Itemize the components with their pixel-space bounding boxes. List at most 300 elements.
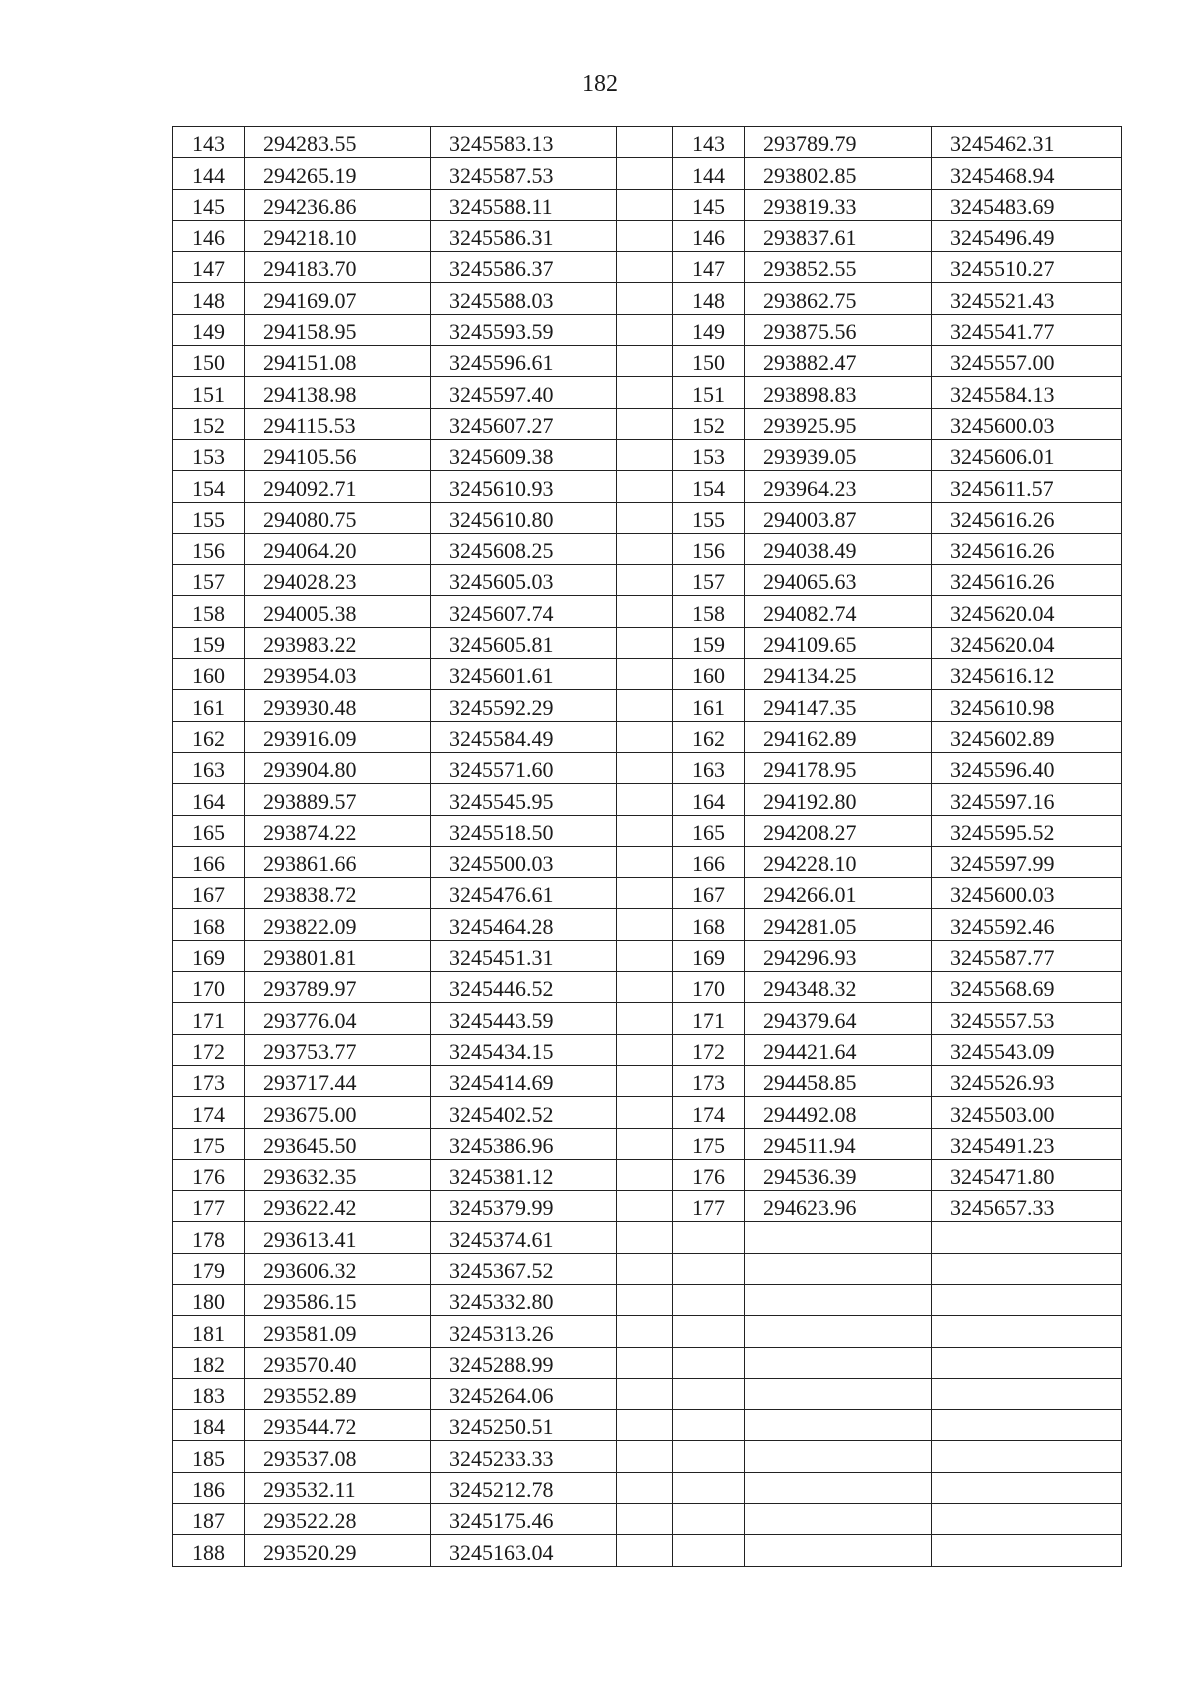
left-x-coordinate-cell: 293606.32 [245,1253,431,1284]
right-x-coordinate-cell: 293898.83 [745,377,932,408]
left-point-number-cell: 148 [173,283,245,314]
table-row [173,408,1122,439]
left-y-coordinate-cell: 3245381.12 [431,1159,617,1190]
left-y-coordinate-cell: 3245571.60 [431,752,617,783]
left-point-number-cell: 177 [173,1191,245,1222]
left-y-coordinate-cell: 3245175.46 [431,1504,617,1535]
left-y-coordinate-cell: 3245451.31 [431,940,617,971]
separator-cell [617,752,673,783]
right-y-coordinate-cell: 3245526.93 [932,1065,1122,1096]
right-x-coordinate-cell [745,1472,932,1503]
left-x-coordinate-cell: 293983.22 [245,627,431,658]
right-y-coordinate-cell: 3245600.03 [932,878,1122,909]
left-point-number-cell: 178 [173,1222,245,1253]
left-point-number-cell: 144 [173,158,245,189]
right-x-coordinate-cell: 293882.47 [745,346,932,377]
separator-cell [617,721,673,752]
right-y-coordinate-cell [932,1504,1122,1535]
separator-cell [617,878,673,909]
left-y-coordinate-cell: 3245374.61 [431,1222,617,1253]
separator-cell [617,784,673,815]
right-point-number-cell [673,1347,745,1378]
right-x-coordinate-cell: 294348.32 [745,972,932,1003]
separator-cell [617,502,673,533]
left-x-coordinate-cell: 294092.71 [245,471,431,502]
left-x-coordinate-cell: 293581.09 [245,1316,431,1347]
separator-cell [617,158,673,189]
table-row [173,1284,1122,1315]
table-row [173,815,1122,846]
right-point-number-cell: 167 [673,878,745,909]
left-x-coordinate-cell: 294105.56 [245,439,431,470]
right-point-number-cell [673,1535,745,1566]
right-y-coordinate-cell [932,1472,1122,1503]
left-x-coordinate-cell: 293861.66 [245,846,431,877]
table-row [173,1128,1122,1159]
left-y-coordinate-cell: 3245607.27 [431,408,617,439]
right-y-coordinate-cell: 3245592.46 [932,909,1122,940]
left-y-coordinate-cell: 3245476.61 [431,878,617,909]
right-point-number-cell: 158 [673,596,745,627]
left-y-coordinate-cell: 3245313.26 [431,1316,617,1347]
left-y-coordinate-cell: 3245233.33 [431,1441,617,1472]
left-x-coordinate-cell: 294151.08 [245,346,431,377]
right-point-number-cell: 157 [673,565,745,596]
left-y-coordinate-cell: 3245414.69 [431,1065,617,1096]
right-y-coordinate-cell: 3245468.94 [932,158,1122,189]
separator-cell [617,1284,673,1315]
right-point-number-cell: 145 [673,189,745,220]
right-point-number-cell: 160 [673,659,745,690]
right-x-coordinate-cell: 293925.95 [745,408,932,439]
left-point-number-cell: 143 [173,127,245,158]
right-y-coordinate-cell: 3245543.09 [932,1034,1122,1065]
left-y-coordinate-cell: 3245584.49 [431,721,617,752]
left-x-coordinate-cell: 293622.42 [245,1191,431,1222]
right-y-coordinate-cell: 3245491.23 [932,1128,1122,1159]
table-row [173,1159,1122,1190]
left-y-coordinate-cell: 3245402.52 [431,1097,617,1128]
left-x-coordinate-cell: 293904.80 [245,752,431,783]
right-y-coordinate-cell: 3245620.04 [932,596,1122,627]
right-y-coordinate-cell: 3245610.98 [932,690,1122,721]
separator-cell [617,1441,673,1472]
left-y-coordinate-cell: 3245605.81 [431,627,617,658]
table-row [173,1378,1122,1409]
right-y-coordinate-cell: 3245616.26 [932,565,1122,596]
right-x-coordinate-cell: 293875.56 [745,314,932,345]
left-x-coordinate-cell: 294218.10 [245,220,431,251]
table-row [173,439,1122,470]
right-y-coordinate-cell: 3245557.00 [932,346,1122,377]
right-y-coordinate-cell: 3245471.80 [932,1159,1122,1190]
separator-cell [617,1191,673,1222]
right-x-coordinate-cell: 294147.35 [745,690,932,721]
right-y-coordinate-cell: 3245568.69 [932,972,1122,1003]
left-point-number-cell: 186 [173,1472,245,1503]
left-point-number-cell: 165 [173,815,245,846]
left-x-coordinate-cell: 293776.04 [245,1003,431,1034]
right-y-coordinate-cell: 3245602.89 [932,721,1122,752]
right-point-number-cell: 152 [673,408,745,439]
left-y-coordinate-cell: 3245608.25 [431,533,617,564]
left-x-coordinate-cell: 293954.03 [245,659,431,690]
right-x-coordinate-cell [745,1441,932,1472]
right-point-number-cell [673,1504,745,1535]
left-point-number-cell: 171 [173,1003,245,1034]
left-x-coordinate-cell: 293613.41 [245,1222,431,1253]
separator-cell [617,909,673,940]
right-x-coordinate-cell [745,1253,932,1284]
left-x-coordinate-cell: 294005.38 [245,596,431,627]
left-y-coordinate-cell: 3245212.78 [431,1472,617,1503]
left-x-coordinate-cell: 294028.23 [245,565,431,596]
left-point-number-cell: 154 [173,471,245,502]
right-point-number-cell: 150 [673,346,745,377]
separator-cell [617,1159,673,1190]
right-x-coordinate-cell: 294082.74 [745,596,932,627]
left-point-number-cell: 185 [173,1441,245,1472]
right-x-coordinate-cell [745,1410,932,1441]
table-row [173,1347,1122,1378]
left-y-coordinate-cell: 3245250.51 [431,1410,617,1441]
table-row [173,127,1122,158]
left-x-coordinate-cell: 293930.48 [245,690,431,721]
left-x-coordinate-cell: 294138.98 [245,377,431,408]
right-y-coordinate-cell: 3245496.49 [932,220,1122,251]
left-y-coordinate-cell: 3245264.06 [431,1378,617,1409]
right-point-number-cell [673,1253,745,1284]
table-row [173,1316,1122,1347]
left-y-coordinate-cell: 3245332.80 [431,1284,617,1315]
right-y-coordinate-cell: 3245600.03 [932,408,1122,439]
right-y-coordinate-cell [932,1378,1122,1409]
separator-cell [617,1097,673,1128]
left-x-coordinate-cell: 294183.70 [245,252,431,283]
right-y-coordinate-cell [932,1347,1122,1378]
right-point-number-cell: 163 [673,752,745,783]
page-number: 182 [582,71,618,97]
left-x-coordinate-cell: 293570.40 [245,1347,431,1378]
table-row [173,690,1122,721]
separator-cell [617,283,673,314]
right-point-number-cell [673,1472,745,1503]
separator-cell [617,846,673,877]
table-row [173,533,1122,564]
table-row [173,659,1122,690]
separator-cell [617,1253,673,1284]
left-x-coordinate-cell: 293537.08 [245,1441,431,1472]
separator-cell [617,471,673,502]
right-point-number-cell [673,1441,745,1472]
left-point-number-cell: 180 [173,1284,245,1315]
table-row [173,314,1122,345]
left-x-coordinate-cell: 293522.28 [245,1504,431,1535]
separator-cell [617,940,673,971]
right-point-number-cell: 144 [673,158,745,189]
table-row [173,1472,1122,1503]
left-point-number-cell: 153 [173,439,245,470]
separator-cell [617,127,673,158]
left-x-coordinate-cell: 293586.15 [245,1284,431,1315]
left-x-coordinate-cell: 293632.35 [245,1159,431,1190]
right-y-coordinate-cell: 3245611.57 [932,471,1122,502]
left-x-coordinate-cell: 294064.20 [245,533,431,564]
right-x-coordinate-cell: 294296.93 [745,940,932,971]
left-y-coordinate-cell: 3245443.59 [431,1003,617,1034]
right-point-number-cell: 176 [673,1159,745,1190]
right-point-number-cell: 166 [673,846,745,877]
right-x-coordinate-cell: 293819.33 [745,189,932,220]
left-x-coordinate-cell: 293838.72 [245,878,431,909]
left-point-number-cell: 188 [173,1535,245,1566]
left-y-coordinate-cell: 3245593.59 [431,314,617,345]
right-point-number-cell: 156 [673,533,745,564]
right-y-coordinate-cell: 3245541.77 [932,314,1122,345]
left-y-coordinate-cell: 3245588.03 [431,283,617,314]
left-x-coordinate-cell: 294169.07 [245,283,431,314]
left-point-number-cell: 184 [173,1410,245,1441]
left-x-coordinate-cell: 294158.95 [245,314,431,345]
right-point-number-cell: 165 [673,815,745,846]
right-x-coordinate-cell: 294623.96 [745,1191,932,1222]
right-point-number-cell: 169 [673,940,745,971]
left-x-coordinate-cell: 293532.11 [245,1472,431,1503]
right-point-number-cell: 161 [673,690,745,721]
right-x-coordinate-cell: 294134.25 [745,659,932,690]
left-y-coordinate-cell: 3245379.99 [431,1191,617,1222]
right-x-coordinate-cell: 294162.89 [745,721,932,752]
left-x-coordinate-cell: 293645.50 [245,1128,431,1159]
left-x-coordinate-cell: 293916.09 [245,721,431,752]
right-x-coordinate-cell: 294421.64 [745,1034,932,1065]
right-y-coordinate-cell [932,1316,1122,1347]
table-row [173,158,1122,189]
separator-cell [617,565,673,596]
right-x-coordinate-cell: 293939.05 [745,439,932,470]
right-y-coordinate-cell: 3245606.01 [932,439,1122,470]
right-point-number-cell: 159 [673,627,745,658]
separator-cell [617,596,673,627]
right-point-number-cell: 174 [673,1097,745,1128]
right-x-coordinate-cell: 294536.39 [745,1159,932,1190]
right-x-coordinate-cell [745,1347,932,1378]
left-point-number-cell: 166 [173,846,245,877]
right-x-coordinate-cell: 293837.61 [745,220,932,251]
left-point-number-cell: 179 [173,1253,245,1284]
left-y-coordinate-cell: 3245288.99 [431,1347,617,1378]
left-y-coordinate-cell: 3245386.96 [431,1128,617,1159]
left-y-coordinate-cell: 3245587.53 [431,158,617,189]
separator-cell [617,346,673,377]
table-row [173,220,1122,251]
left-x-coordinate-cell: 293822.09 [245,909,431,940]
table-row [173,471,1122,502]
left-x-coordinate-cell: 294236.86 [245,189,431,220]
right-y-coordinate-cell: 3245503.00 [932,1097,1122,1128]
left-y-coordinate-cell: 3245500.03 [431,846,617,877]
right-x-coordinate-cell: 294109.65 [745,627,932,658]
right-point-number-cell: 168 [673,909,745,940]
coordinates-table [172,126,1122,1567]
left-point-number-cell: 169 [173,940,245,971]
right-point-number-cell [673,1222,745,1253]
right-x-coordinate-cell: 294003.87 [745,502,932,533]
table-row [173,627,1122,658]
left-y-coordinate-cell: 3245446.52 [431,972,617,1003]
table-row [173,1034,1122,1065]
right-x-coordinate-cell: 294208.27 [745,815,932,846]
left-y-coordinate-cell: 3245588.11 [431,189,617,220]
left-x-coordinate-cell: 294265.19 [245,158,431,189]
table-row [173,565,1122,596]
right-y-coordinate-cell: 3245557.53 [932,1003,1122,1034]
separator-cell [617,439,673,470]
right-y-coordinate-cell: 3245510.27 [932,252,1122,283]
left-x-coordinate-cell: 293874.22 [245,815,431,846]
separator-cell [617,1003,673,1034]
right-x-coordinate-cell: 294379.64 [745,1003,932,1034]
separator-cell [617,1065,673,1096]
left-point-number-cell: 157 [173,565,245,596]
left-y-coordinate-cell: 3245518.50 [431,815,617,846]
table-row [173,1253,1122,1284]
separator-cell [617,1504,673,1535]
right-x-coordinate-cell: 294065.63 [745,565,932,596]
right-y-coordinate-cell [932,1253,1122,1284]
left-point-number-cell: 164 [173,784,245,815]
right-x-coordinate-cell: 294038.49 [745,533,932,564]
left-point-number-cell: 163 [173,752,245,783]
left-point-number-cell: 156 [173,533,245,564]
separator-cell [617,659,673,690]
table-row [173,1504,1122,1535]
right-y-coordinate-cell: 3245657.33 [932,1191,1122,1222]
table-row [173,940,1122,971]
right-y-coordinate-cell: 3245521.43 [932,283,1122,314]
separator-cell [617,1410,673,1441]
left-x-coordinate-cell: 293801.81 [245,940,431,971]
left-y-coordinate-cell: 3245583.13 [431,127,617,158]
left-y-coordinate-cell: 3245434.15 [431,1034,617,1065]
left-point-number-cell: 159 [173,627,245,658]
left-y-coordinate-cell: 3245610.80 [431,502,617,533]
right-x-coordinate-cell [745,1378,932,1409]
right-x-coordinate-cell: 293789.79 [745,127,932,158]
right-point-number-cell: 146 [673,220,745,251]
right-x-coordinate-cell: 294266.01 [745,878,932,909]
right-x-coordinate-cell: 294511.94 [745,1128,932,1159]
left-x-coordinate-cell: 294080.75 [245,502,431,533]
right-x-coordinate-cell: 294192.80 [745,784,932,815]
right-point-number-cell: 175 [673,1128,745,1159]
right-y-coordinate-cell [932,1535,1122,1566]
separator-cell [617,408,673,439]
right-point-number-cell [673,1316,745,1347]
left-y-coordinate-cell: 3245610.93 [431,471,617,502]
right-x-coordinate-cell: 293862.75 [745,283,932,314]
right-point-number-cell: 143 [673,127,745,158]
right-y-coordinate-cell [932,1284,1122,1315]
left-point-number-cell: 161 [173,690,245,721]
right-y-coordinate-cell: 3245595.52 [932,815,1122,846]
right-x-coordinate-cell [745,1222,932,1253]
left-point-number-cell: 176 [173,1159,245,1190]
left-y-coordinate-cell: 3245592.29 [431,690,617,721]
left-x-coordinate-cell: 293675.00 [245,1097,431,1128]
table-row [173,972,1122,1003]
left-x-coordinate-cell: 293753.77 [245,1034,431,1065]
right-y-coordinate-cell: 3245462.31 [932,127,1122,158]
right-y-coordinate-cell: 3245587.77 [932,940,1122,971]
separator-cell [617,1535,673,1566]
right-y-coordinate-cell: 3245597.16 [932,784,1122,815]
table-row [173,1097,1122,1128]
table-row [173,189,1122,220]
left-y-coordinate-cell: 3245601.61 [431,659,617,690]
right-point-number-cell: 149 [673,314,745,345]
separator-cell [617,815,673,846]
separator-cell [617,1128,673,1159]
right-x-coordinate-cell: 294281.05 [745,909,932,940]
right-point-number-cell: 162 [673,721,745,752]
table-row [173,1441,1122,1472]
right-x-coordinate-cell: 294458.85 [745,1065,932,1096]
left-x-coordinate-cell: 293552.89 [245,1378,431,1409]
table-row [173,784,1122,815]
table-row [173,377,1122,408]
table-row [173,1410,1122,1441]
left-point-number-cell: 151 [173,377,245,408]
left-point-number-cell: 175 [173,1128,245,1159]
separator-cell [617,1347,673,1378]
left-x-coordinate-cell: 293889.57 [245,784,431,815]
left-point-number-cell: 145 [173,189,245,220]
left-point-number-cell: 187 [173,1504,245,1535]
table-row [173,752,1122,783]
left-y-coordinate-cell: 3245163.04 [431,1535,617,1566]
right-y-coordinate-cell: 3245597.99 [932,846,1122,877]
right-point-number-cell: 164 [673,784,745,815]
separator-cell [617,220,673,251]
separator-cell [617,1316,673,1347]
right-y-coordinate-cell: 3245584.13 [932,377,1122,408]
left-point-number-cell: 152 [173,408,245,439]
separator-cell [617,1472,673,1503]
right-point-number-cell: 171 [673,1003,745,1034]
left-point-number-cell: 150 [173,346,245,377]
left-y-coordinate-cell: 3245586.31 [431,220,617,251]
right-y-coordinate-cell: 3245616.26 [932,502,1122,533]
left-point-number-cell: 146 [173,220,245,251]
left-x-coordinate-cell: 293789.97 [245,972,431,1003]
left-point-number-cell: 168 [173,909,245,940]
right-point-number-cell: 172 [673,1034,745,1065]
left-x-coordinate-cell: 294283.55 [245,127,431,158]
separator-cell [617,690,673,721]
separator-cell [617,1222,673,1253]
table-row [173,502,1122,533]
left-point-number-cell: 160 [173,659,245,690]
right-point-number-cell: 151 [673,377,745,408]
separator-cell [617,1378,673,1409]
table-row [173,721,1122,752]
right-x-coordinate-cell [745,1316,932,1347]
left-point-number-cell: 162 [173,721,245,752]
right-point-number-cell: 147 [673,252,745,283]
left-point-number-cell: 155 [173,502,245,533]
table-row [173,346,1122,377]
